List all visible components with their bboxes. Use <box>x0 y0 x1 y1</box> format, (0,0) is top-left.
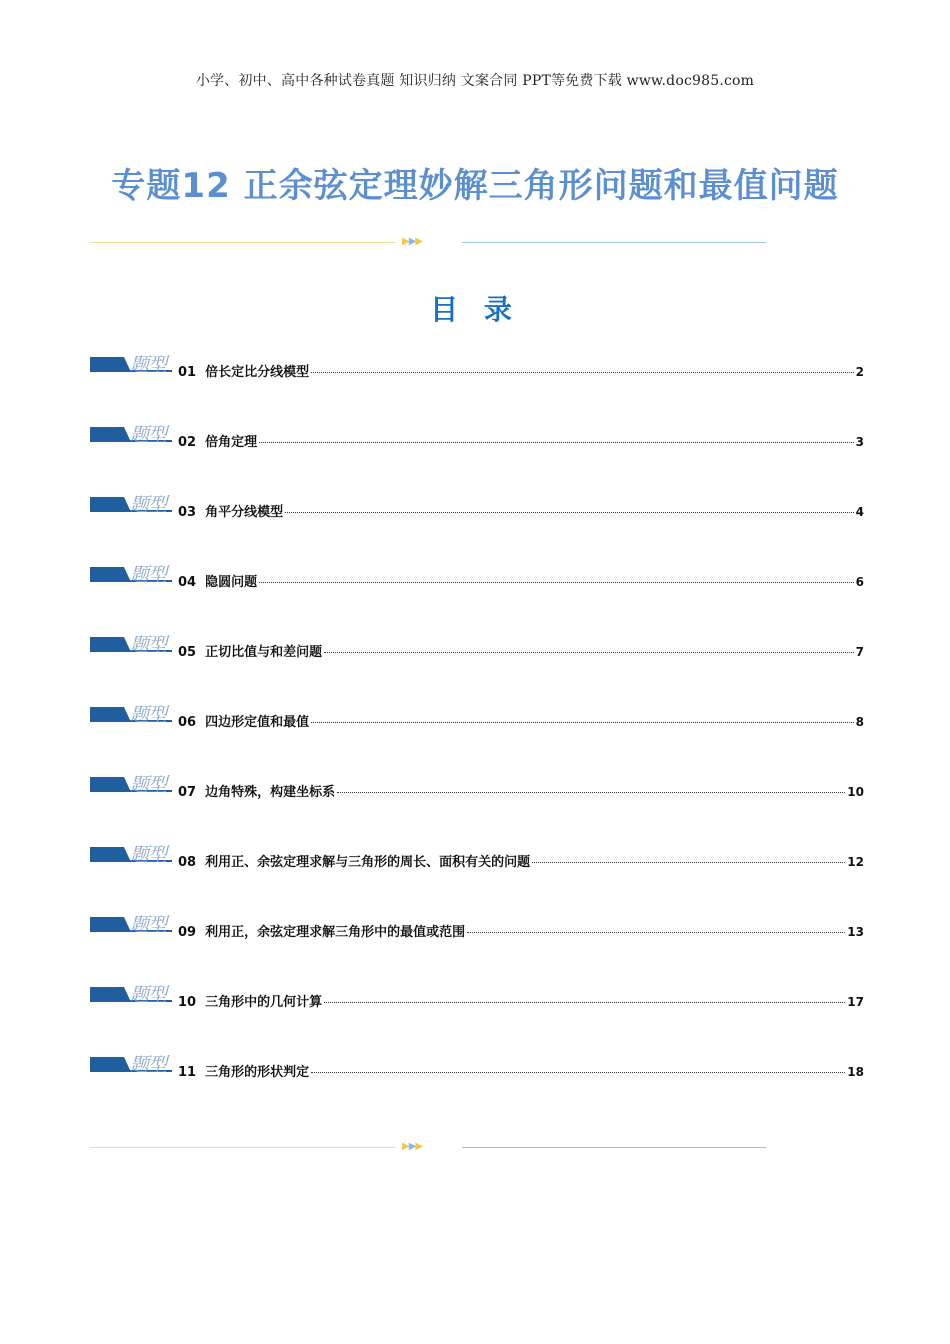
divider-arrows-icon: ▶▶▶ <box>402 1141 423 1152</box>
toc-leader-dots <box>324 1002 845 1003</box>
toc-number: 06 <box>178 715 197 730</box>
badge-bar-icon <box>90 1057 130 1070</box>
question-type-badge <box>90 912 172 936</box>
badge-bar-icon <box>90 637 130 650</box>
divider-line-left <box>90 242 396 243</box>
toc-item-03[interactable] <box>90 492 864 562</box>
toc-title[interactable]: 倍角定理 <box>205 435 258 450</box>
toc-entry[interactable] <box>178 431 864 450</box>
toc-page-number[interactable]: 12 <box>847 855 864 869</box>
toc-entry[interactable] <box>178 851 864 870</box>
toc-title[interactable]: 四边形定值和最值 <box>205 715 310 730</box>
toc-item-04[interactable] <box>90 562 864 632</box>
toc-number: 10 <box>178 995 197 1010</box>
toc-item-11[interactable] <box>90 1052 864 1122</box>
toc-title[interactable]: 利用正、余弦定理求解与三角形的周长、面积有关的问题 <box>205 855 531 870</box>
toc-entry[interactable] <box>178 1061 864 1080</box>
toc-leader-dots <box>311 722 854 723</box>
toc-entry[interactable] <box>178 781 864 800</box>
toc-item-01[interactable] <box>90 352 864 422</box>
toc-page-number[interactable]: 10 <box>847 785 864 799</box>
toc-number: 04 <box>178 575 197 590</box>
toc-page-number[interactable]: 6 <box>855 575 864 589</box>
question-type-badge <box>90 352 172 376</box>
badge-bar-icon <box>90 847 130 860</box>
toc-page-number[interactable]: 17 <box>847 995 864 1009</box>
badge-label: 题型 <box>130 564 167 586</box>
badge-bar-icon <box>90 987 130 1000</box>
toc-leader-dots <box>259 442 854 443</box>
toc-page-number[interactable]: 18 <box>847 1065 864 1079</box>
toc-leader-dots <box>311 372 854 373</box>
toc-number: 07 <box>178 785 197 800</box>
toc-leader-dots <box>285 512 854 513</box>
toc-entry[interactable] <box>178 991 864 1010</box>
toc-number: 08 <box>178 855 197 870</box>
page-header: 小学、初中、高中各种试卷真题 知识归纳 文案合同 PPT等免费下载 www.doc985.com <box>195 73 755 89</box>
badge-label: 题型 <box>130 984 167 1006</box>
toc-number: 11 <box>178 1065 197 1080</box>
badge-label: 题型 <box>130 354 167 376</box>
toc-page-number[interactable]: 2 <box>855 365 864 379</box>
toc-title[interactable]: 隐圆问题 <box>205 575 258 590</box>
badge-label: 题型 <box>130 774 167 796</box>
toc-page-number[interactable]: 8 <box>855 715 864 729</box>
document-title: 专题12 正余弦定理妙解三角形问题和最值问题 <box>111 166 839 206</box>
top-divider <box>90 238 766 248</box>
badge-bar-icon <box>90 917 130 930</box>
toc-title[interactable]: 利用正，余弦定理求解三角形中的最值或范围 <box>205 925 466 940</box>
toc-item-08[interactable] <box>90 842 864 912</box>
badge-bar-icon <box>90 357 130 370</box>
toc-item-02[interactable] <box>90 422 864 492</box>
toc-title[interactable]: 三角形的形状判定 <box>205 1065 310 1080</box>
toc-entry[interactable] <box>178 571 864 590</box>
toc-number: 03 <box>178 505 197 520</box>
question-type-badge <box>90 702 172 726</box>
toc-leader-dots <box>311 1072 845 1073</box>
toc-leader-dots <box>259 582 854 583</box>
badge-bar-icon <box>90 497 130 510</box>
badge-label: 题型 <box>130 844 167 866</box>
question-type-badge <box>90 982 172 1006</box>
question-type-badge <box>90 1052 172 1076</box>
toc-item-07[interactable] <box>90 772 864 842</box>
toc-leader-dots <box>467 932 845 933</box>
toc-title[interactable]: 边角特殊，构建坐标系 <box>205 785 336 800</box>
toc-title[interactable]: 正切比值与和差问题 <box>205 645 323 660</box>
question-type-badge <box>90 772 172 796</box>
toc-entry[interactable] <box>178 711 864 730</box>
divider-line-right <box>462 1147 766 1148</box>
toc-leader-dots <box>532 862 845 863</box>
divider-line-right <box>462 242 766 243</box>
toc-item-06[interactable] <box>90 702 864 772</box>
toc-leader-dots <box>324 652 854 653</box>
toc-title[interactable]: 倍长定比分线模型 <box>205 365 310 380</box>
toc-page-number[interactable]: 7 <box>855 645 864 659</box>
toc-heading: 目 录 <box>430 293 520 326</box>
toc-leader-dots <box>337 792 845 793</box>
toc-entry[interactable] <box>178 641 864 660</box>
toc-list <box>90 352 864 1122</box>
bottom-divider <box>90 1143 766 1153</box>
question-type-badge <box>90 632 172 656</box>
toc-item-10[interactable] <box>90 982 864 1052</box>
toc-page-number[interactable]: 4 <box>855 505 864 519</box>
question-type-badge <box>90 842 172 866</box>
badge-bar-icon <box>90 427 130 440</box>
badge-bar-icon <box>90 707 130 720</box>
toc-page-number[interactable]: 3 <box>855 435 864 449</box>
question-type-badge <box>90 492 172 516</box>
badge-label: 题型 <box>130 914 167 936</box>
badge-label: 题型 <box>130 424 167 446</box>
question-type-badge <box>90 422 172 446</box>
toc-number: 09 <box>178 925 197 940</box>
toc-page-number[interactable]: 13 <box>847 925 864 939</box>
toc-number: 01 <box>178 365 197 380</box>
badge-bar-icon <box>90 567 130 580</box>
toc-entry[interactable] <box>178 501 864 520</box>
toc-title[interactable]: 角平分线模型 <box>205 505 284 520</box>
toc-item-05[interactable] <box>90 632 864 702</box>
toc-title[interactable]: 三角形中的几何计算 <box>205 995 323 1010</box>
badge-label: 题型 <box>130 634 167 656</box>
divider-arrows-icon: ▶▶▶ <box>402 236 423 247</box>
badge-label: 题型 <box>130 1054 167 1076</box>
badge-label: 题型 <box>130 494 167 516</box>
toc-number: 02 <box>178 435 197 450</box>
toc-number: 05 <box>178 645 197 660</box>
toc-entry[interactable] <box>178 921 864 940</box>
badge-label: 题型 <box>130 704 167 726</box>
badge-bar-icon <box>90 777 130 790</box>
question-type-badge <box>90 562 172 586</box>
toc-item-09[interactable] <box>90 912 864 982</box>
divider-line-left <box>90 1147 396 1148</box>
toc-entry[interactable] <box>178 361 864 380</box>
